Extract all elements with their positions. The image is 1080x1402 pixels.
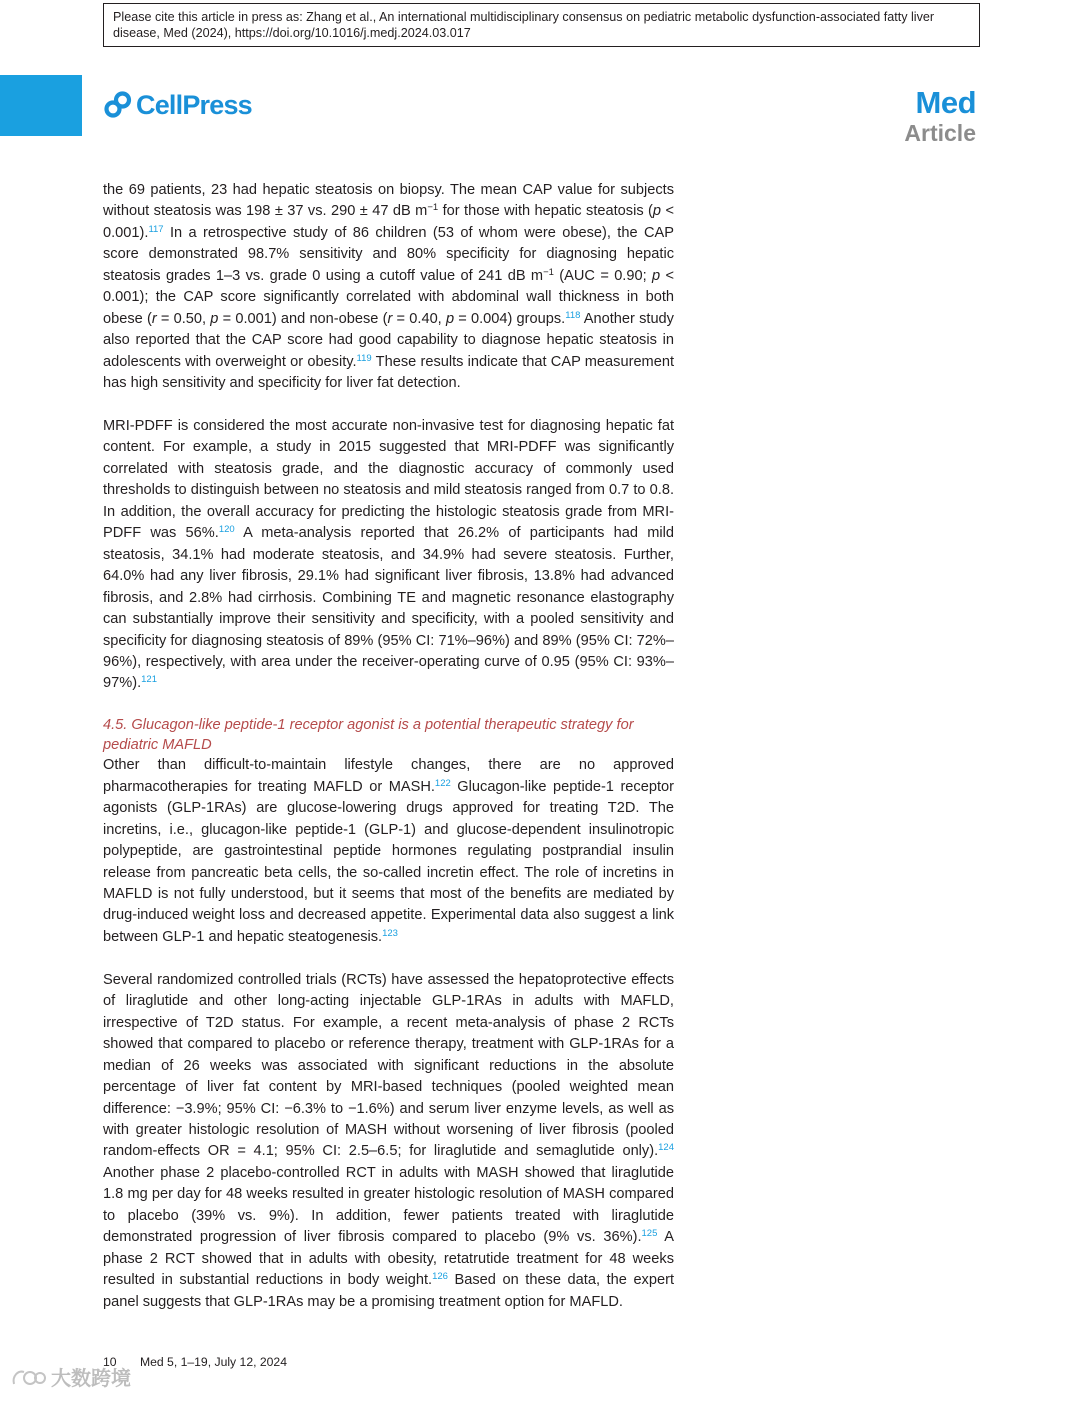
watermark-text: 大数跨境	[51, 1368, 131, 1390]
article-type: Article	[904, 120, 976, 146]
citation-ref-123[interactable]: 123	[382, 927, 398, 939]
paragraph-cap-score: the 69 patients, 23 had hepatic steatosis on biopsy. The mean CAP value for subjects without steatosis was 198 ± 37 vs. 290 ± 47 dB $m^{-1}$ for those with hepatic steatosis (p < 0.001).$^{117}$ In a retrospective study of 86 children (53 of whom were obese), the CAP score demonstrated 98.7% sensitivity and 80% specificity for diagnosing hepatic steatosis grades 1–3 vs. grade 0 using a cutoff value of 241 dB $m^{-1}$ (AUC = 0.90; p < 0.001); the CAP score significantly correlated with abdominal wall thickness in both obese (r = 0.50, p = 0.001) and non-obese (r = 0.40, p = 0.004) groups.$^{118}$ Another study also reported that the CAP score had good capability to diagnose hepatic steatosis in adolescents with overweight or obesity.$^{119}$ These results indicate that CAP measurement has high sensitivity and specificity for liver fat detection.	[103, 182, 675, 392]
cellpress-logo[interactable]	[103, 89, 252, 121]
page-number: 10	[103, 1355, 117, 1369]
paragraph-mri-pdff: MRI-PDFF is considered the most accurate non-invasive test for diagnosing hepatic fat content. For example, a study in 2015 suggested that MRI-PDFF was significantly correlated with steatosis grade, and the diagnostic accuracy of commonly used thresholds to distinguish between no steatosis and mild steatosis ranged from 0.7 to 0.8. In addition, the overall accuracy for predicting the histologic steatosis grade from MRI-PDFF was 56%.$^{120}$ A meta-analysis reported that 26.2% of participants had mild steatosis, 34.1% had moderate steatosis, and 34.9% had severe steatosis. Further, 64.0% had any liver fibrosis, 29.1% had significant liver fibrosis, 13.8% had advanced fibrosis, and 2.8% had cirrhosis. Combining TE and magnetic resonance elastography can substantially improve their sensitivity and specificity, with a pooled sensitivity and specificity for diagnosing steatosis of 89% (95% CI: 71%–96%) and 89% (95% CI: 72%–96%), respectively, with area under the receiver-operating curve of 0.95 (95% CI: 93%–97%).$^{121}$	[103, 417, 674, 692]
watermark-logo-icon	[10, 1366, 48, 1392]
citation-ref-124[interactable]: 124	[658, 1142, 674, 1154]
citation-ref-121[interactable]: 121	[141, 674, 157, 686]
citation-ref-119[interactable]: 119	[356, 352, 372, 364]
citation-ref-120[interactable]: 120	[218, 524, 235, 536]
paragraph-rct-evidence: Several randomized controlled trials (RCTs) have assessed the hepatoprotective effects of liraglutide and other long-acting injectable GLP-1RAs in adults with MAFLD, irrespective of T2D status. For example, a recent meta-analysis of phase 2 RCTs showed that compared to placebo or reference therapy, treatment with GLP-1RAs for a median of 26 weeks was associated with significant reductions in the absolute percentage of liver fat content by MRI-based techniques (pooled weighted mean difference: −3.9%; 95% CI: −6.3% to −1.6%) and serum liver enzyme levels, as well as with greater histologic resolution of MASH without worsening of liver fibrosis (pooled random-effects OR = 4.1; 95% CI: 2.5–6.5; for liraglutide and semaglutide only).$^{124}$ Another phase 2 placebo-controlled RCT in adults with MASH showed that liraglutide 1.8 mg per day for 48 weeks resulted in greater histologic resolution of MASH compared to placebo (39% vs. 9%). In addition, fewer patients treated with liraglutide demonstrated progression of liver fibrosis compared to placebo (9% vs. 36%).$^{125}$ A phase 2 RCT showed that in adults with obesity, retatrutide treatment for 48 weeks resulted in substantial reductions in body weight.$^{126}$ Based on these data, the expert panel suggests that GLP-1RAs may be a promising treatment option for MAFLD.	[103, 971, 675, 1310]
citation-ref-118[interactable]: 118	[565, 309, 581, 321]
citation-ref-125[interactable]: 125	[641, 1228, 658, 1240]
journal-masthead	[904, 86, 976, 146]
citation-text: Please cite this article in press as: Zhang et al., An international multidisciplinary consensus on pediatric metabolic dysfunction-associated fatty liver disease, Med (2024), https://doi.org/10.1016/j.medj.2024.03.017	[113, 10, 935, 40]
brand-color-tab	[0, 75, 82, 136]
citation-box	[103, 3, 980, 47]
journal-reference: Med 5, 1–19, July 12, 2024	[139, 1355, 287, 1369]
citation-ref-117[interactable]: 117	[148, 223, 164, 235]
section-heading-4-5: 4.5. Glucagon-like peptide-1 receptor agonist is a potential therapeutic strategy for pediatric MAFLD	[103, 717, 634, 753]
cellpress-logo-icon	[103, 90, 133, 120]
watermark	[10, 1366, 131, 1392]
citation-ref-126[interactable]: 126	[432, 1271, 448, 1283]
publisher-name: CellPress	[136, 90, 252, 120]
journal-name: Med	[915, 85, 976, 120]
article-body	[103, 180, 674, 1313]
citation-ref-122[interactable]: 122	[434, 777, 451, 789]
paragraph-glp1-intro: Other than difficult-to-maintain lifestyle changes, there are no approved pharmacotherapies for treating MAFLD or MASH.$^{122}$ Glucagon-like peptide-1 receptor agonists (GLP-1RAs) are glucose-lowering drugs approved for treating T2D. The incretins, i.e., glucagon-like peptide-1 (GLP-1) and glucose-dependent insulinotropic polypeptide, are gastrointestinal peptide hormones regulating postprandial insulin release from pancreatic beta cells, the so-called incretin effect. The role of incretins in MAFLD is not fully understood, but it seems that most of the benefits are mediated by drug-induced weight loss and decreased appetite. Experimental data also suggest a link between GLP-1 and hepatic steatogenesis.$^{123}$	[103, 757, 674, 945]
